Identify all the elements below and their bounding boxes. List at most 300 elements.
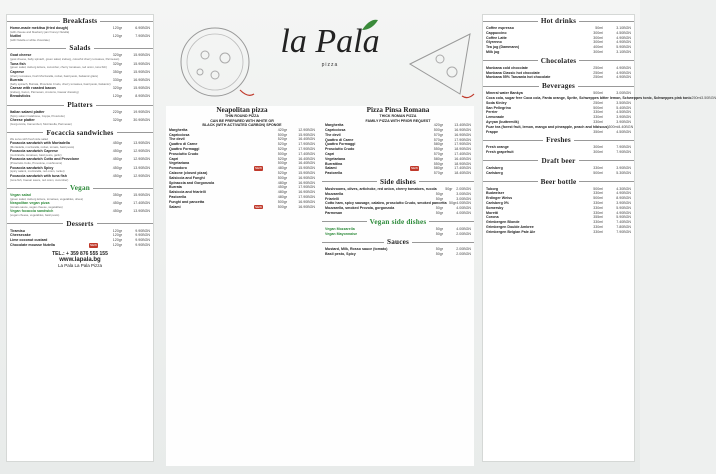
- item-price: 4.90BGN: [616, 210, 631, 215]
- item-price: 8.90BGN: [135, 94, 150, 99]
- logo-sub: pizza: [321, 62, 339, 68]
- menu-item: [483, 171, 634, 176]
- item-name: Vegan focaccia sandwich: [10, 209, 54, 214]
- item-quantity: 120gr: [112, 26, 122, 30]
- item-price: 4.90BGN: [616, 75, 631, 80]
- menu-item: [322, 232, 474, 237]
- item-name: San Pellegrino: [486, 105, 511, 110]
- section-title: Beverages: [483, 82, 634, 90]
- item-name: Spinaccia and Gorgonzola: [169, 180, 215, 185]
- new-badge: NEW: [90, 243, 97, 248]
- item-name: Focaccia sandwich Spicy: [10, 165, 54, 170]
- item-price: 4.00BGN: [456, 206, 471, 211]
- item-price: 9.90BGN: [135, 238, 150, 243]
- item-quantity: 500ml: [608, 124, 619, 129]
- item-name: Italian salami platter: [10, 110, 45, 115]
- phone-number: TEL.: + 359 876 555 155: [52, 250, 108, 257]
- item-name: Focaccia sandwich Caprese: [10, 149, 58, 154]
- item-name: Quattro Formaggi: [169, 146, 200, 151]
- item-price: 13.40BGN: [454, 123, 471, 128]
- item-price: 5.90BGN: [616, 205, 631, 210]
- item-price: 2.00BGN: [456, 186, 471, 191]
- item-price: 17.90BGN: [298, 194, 315, 199]
- item-price: 7.90BGN: [616, 229, 631, 234]
- item-quantity: 500ml: [593, 186, 603, 191]
- item-name: Lime coconut custard: [10, 238, 48, 243]
- item-description: (Prosciutto Cotto, Provolone, mushrooms): [10, 161, 63, 166]
- item-name: Perrier: [486, 110, 498, 115]
- item-quantity: 480gr: [277, 194, 287, 199]
- item-name: Vegetariana: [169, 161, 190, 166]
- item-name: Caesar with roasted bacon: [10, 86, 56, 91]
- item-price: 15.90BGN: [133, 193, 150, 198]
- item-price: 30.90BGN: [133, 118, 150, 123]
- item-name: Cotto ham, spicy sausage, calabro, prosciutto Crudo, smoked pancetta: [325, 201, 447, 206]
- item-quantity: 50gr: [435, 191, 443, 196]
- section-subtitle: CAN BE PREPARED WITH WHITE OR: [210, 118, 274, 123]
- item-quantity: 420gr: [433, 123, 443, 128]
- section-subtitle: BLACK (WITH ACTIVATED CARBON) SPONGE: [202, 123, 282, 128]
- item-price: 3.00BGN: [456, 196, 471, 201]
- item-quantity: 330ml: [593, 200, 603, 205]
- section-title: Vegan: [7, 184, 153, 192]
- item-name: Fresh grapefruit: [486, 150, 514, 155]
- item-description: (Mortadella, mozzarella, rocket, tomato, basil pesto): [10, 144, 75, 149]
- item-price: 17.90BGN: [454, 142, 471, 147]
- item-price: 4.00BGN: [456, 226, 471, 231]
- item-price: 15.90BGN: [133, 61, 150, 66]
- item-name: Salsiccia and friarielli: [169, 190, 206, 195]
- item-name: Focaccia sandwich with tuna fish: [10, 173, 67, 178]
- section-subtitle: THICK ROMAN PIZZA: [379, 114, 417, 118]
- item-name: Calzone (closed pizza): [169, 170, 208, 175]
- item-quantity: 50gr: [449, 201, 457, 206]
- item-quantity: 450gr: [277, 185, 287, 190]
- item-price: 3.00BGN: [456, 191, 471, 196]
- item-price: 16.40BGN: [298, 156, 315, 161]
- item-quantity: 520gr: [277, 137, 287, 142]
- item-description: (goat cheese, baby spinach, green salad, iceberg, colourful cherry tomatoes, Parmesan): [10, 57, 120, 62]
- item-price: 2.00BGN: [456, 252, 471, 257]
- item-name: Friarielli: [325, 196, 339, 201]
- item-quantity: 50gr: [445, 186, 453, 191]
- menu-item: [483, 50, 634, 55]
- item-quantity: 500gr: [433, 127, 443, 132]
- item-quantity: 450gr: [112, 157, 122, 162]
- section-title: Focaccia sandwiches: [7, 129, 153, 137]
- item-name: Burrata: [169, 185, 182, 190]
- item-price: 3.10BGN: [616, 26, 631, 30]
- item-quantity: 50gr: [435, 196, 443, 201]
- item-price: 3.90BGN: [616, 115, 631, 120]
- section-subtitle: We serve with fresh side salad: [10, 136, 48, 141]
- item-quantity: 250ml: [593, 75, 603, 80]
- section-title: Neapolitan pizza: [216, 106, 268, 114]
- item-name: Vegan salad: [10, 193, 31, 198]
- item-quantity: 120gr: [112, 94, 122, 99]
- brand-logo: [270, 22, 390, 82]
- item-quantity: 300ml: [593, 145, 603, 150]
- menu-item: [322, 171, 474, 176]
- item-price: 12.90BGN: [298, 127, 315, 132]
- item-name: Pomodoro: [169, 166, 187, 171]
- item-quantity: 500ml: [593, 105, 603, 110]
- item-price: 16.90BGN: [133, 78, 150, 83]
- item-price: 3.00BGN: [616, 91, 631, 96]
- item-quantity: 120gr: [112, 233, 122, 238]
- item-name: Grimbergen Double Ambree: [486, 224, 534, 229]
- item-quantity: 350ml: [593, 129, 603, 134]
- item-name: Quattro Formaggi: [325, 142, 356, 147]
- item-price: 15.90BGN: [133, 53, 150, 58]
- item-price: 17.90BGN: [298, 142, 315, 147]
- item-name: Capricciosa: [325, 127, 346, 132]
- item-name: Glyrenno: [486, 40, 502, 45]
- middle-menu-panel: [166, 106, 474, 466]
- item-name: Vegan Mayonnaise: [325, 231, 358, 236]
- item-name: Milk jug: [486, 49, 500, 54]
- item-quantity: 480gr: [277, 166, 287, 171]
- item-description: (vegan cheese, vegetables, basil pesto): [10, 213, 60, 218]
- item-name: The devil: [169, 137, 185, 142]
- section-title: Salads: [7, 44, 153, 52]
- menu-item: [483, 75, 634, 80]
- item-quantity: 50ml: [595, 26, 603, 30]
- item-quantity: 330ml: [593, 210, 603, 215]
- item-quantity: 330ml: [593, 110, 603, 115]
- section-title: Draft beer: [483, 157, 634, 165]
- item-name: Mineral water Bankya: [486, 91, 523, 96]
- item-price: 7.40BGN: [616, 220, 631, 225]
- item-price: 9.90BGN: [135, 233, 150, 238]
- item-price: 4.50BGN: [616, 30, 631, 35]
- item-name: Pastorella: [169, 194, 187, 199]
- item-name: Coca cola, sugar free Coca cola, Fanta orange, Sprite, Schweppes bitter lemon, Schweppes tonic, Schweppes pink tonic: [486, 95, 692, 100]
- section-title: Sauces: [322, 238, 474, 246]
- item-name: The devil: [325, 132, 341, 137]
- item-quantity: 330ml: [593, 119, 603, 124]
- item-quantity: 50gr: [435, 247, 443, 252]
- item-quantity: 330ml: [593, 220, 603, 225]
- item-quantity: 320gr: [112, 118, 122, 123]
- item-name: Soda Kinley: [486, 100, 507, 105]
- item-name: Frappe: [486, 129, 498, 134]
- item-quantity: 300ml: [593, 35, 603, 40]
- item-quantity: 570gr: [433, 132, 443, 137]
- section-title: Beer bottle: [483, 178, 634, 186]
- item-quantity: 250ml: [593, 65, 603, 70]
- item-quantity: 350gr: [112, 69, 122, 74]
- item-price: 16.40BGN: [298, 137, 315, 142]
- item-price: 16.40BGN: [454, 156, 471, 161]
- item-quantity: 330ml: [593, 115, 603, 120]
- menu-item: [166, 205, 318, 210]
- item-name: Tea jug (Dammann): [486, 45, 520, 50]
- item-price: 9.90BGN: [135, 243, 150, 248]
- item-name: Carlsberg 0%: [486, 200, 509, 205]
- item-quantity: 120gr: [112, 238, 122, 243]
- item-quantity: 580gr: [433, 156, 443, 161]
- item-price: 4.90BGN: [616, 35, 631, 40]
- item-name: Monbana Classic hot chocolate: [486, 70, 540, 75]
- item-price: 4.30BGN: [616, 186, 631, 191]
- section-title: Hot drinks: [483, 17, 634, 25]
- item-price: 17.90BGN: [298, 185, 315, 190]
- item-quantity: 480gr: [277, 190, 287, 195]
- item-price: 15.90BGN: [133, 86, 150, 91]
- item-quantity: 520gr: [277, 170, 287, 175]
- item-quantity: 500ml: [593, 170, 603, 175]
- item-quantity: 50gr: [435, 231, 443, 236]
- item-quantity: 300ml: [593, 30, 603, 35]
- item-name: Moretti: [486, 210, 498, 215]
- item-name: Erdinger Weiss: [486, 196, 513, 201]
- social-links: La Pala La Pala Pizza: [57, 262, 103, 268]
- item-name: Mushrooms, olives, artichoke, red onion, cherry tomatoes, rucola: [325, 186, 437, 191]
- item-price: 7.90BGN: [135, 34, 150, 39]
- item-name: Vegetariana: [325, 156, 346, 161]
- item-quantity: 420gr: [277, 127, 287, 132]
- item-quantity: 300ml: [593, 49, 603, 54]
- item-price: 13.90BGN: [133, 209, 150, 214]
- item-price: 3.10BGN: [616, 49, 631, 54]
- item-name: Lemonade: [486, 115, 504, 120]
- item-price: 3.90BGN: [616, 165, 631, 170]
- item-quantity: 550gr: [433, 161, 443, 166]
- item-quantity: 550gr: [433, 147, 443, 152]
- item-quantity: 520gr: [277, 146, 287, 151]
- item-price: 17.40BGN: [298, 151, 315, 156]
- item-name: Corona: [486, 215, 499, 220]
- item-quantity: 330ml: [593, 165, 603, 170]
- item-quantity: 500gr: [277, 132, 287, 137]
- item-price: 16.90BGN: [298, 180, 315, 185]
- item-price: 8.90BGN: [616, 196, 631, 201]
- item-price: 5.30BGN: [616, 170, 631, 175]
- item-name: Cheesecake: [10, 233, 31, 238]
- item-price: 17.40BGN: [133, 201, 150, 206]
- item-quantity: 450gr: [112, 173, 122, 178]
- item-name: Quattro di Carne: [325, 137, 354, 142]
- item-name: Carlsberg: [486, 170, 503, 175]
- item-name: Home-made mekitsa (fried dough): [10, 26, 69, 30]
- item-price: 4.90BGN: [616, 191, 631, 196]
- item-quantity: 120gr: [112, 243, 122, 248]
- item-quantity: 330ml: [593, 191, 603, 196]
- section-title: Freshes: [483, 136, 634, 144]
- item-name: Quattro di Carne: [169, 142, 198, 147]
- item-name: Chocolate mousse Nutella: [10, 243, 55, 248]
- item-price: 4.50BGN: [616, 110, 631, 115]
- item-quantity: 50gr: [435, 206, 443, 211]
- item-quantity: 450gr: [112, 201, 122, 206]
- item-name: Fuze tea (forest fruit, lemon, mango and pineapple, peach and hibiscus): [486, 124, 609, 129]
- item-quantity: 570gr: [433, 137, 443, 142]
- item-price: 7.90BGN: [616, 150, 631, 155]
- item-quantity: 120gr: [112, 34, 122, 39]
- item-name: Neapolitan vegan pizza: [10, 201, 50, 206]
- pizza-illustration-right: [400, 24, 480, 104]
- item-price: 4.90BGN: [616, 65, 631, 70]
- item-name: Tuna fish: [10, 61, 26, 66]
- item-quantity: 50gr: [435, 252, 443, 257]
- item-quantity: 50gr: [435, 226, 443, 231]
- item-quantity: 330gr: [112, 78, 122, 83]
- item-quantity: 450gr: [112, 165, 122, 170]
- section-title: Side dishes: [322, 178, 474, 186]
- item-quantity: 320gr: [112, 53, 122, 58]
- item-description: (green salad, iceberg lettuce, tomatoes, vegetables, olives): [10, 196, 84, 201]
- section-subtitle: THIN ROUND PIZZA: [225, 114, 259, 118]
- item-quantity: 570gr: [433, 151, 443, 156]
- item-name: Coffee Latte: [486, 35, 507, 40]
- item-price: 7.90BGN: [616, 145, 631, 150]
- item-price: 15.90BGN: [133, 69, 150, 74]
- menu-item: [7, 94, 153, 99]
- item-price: 5.40BGN: [616, 105, 631, 110]
- item-quantity: 250ml: [691, 95, 702, 100]
- item-quantity: 450gr: [112, 141, 122, 146]
- item-quantity: 320gr: [112, 61, 122, 66]
- section-title: Desserts: [7, 220, 153, 228]
- item-description: (tuna fish, Caesar sauce, red onion, cucumber): [10, 177, 69, 182]
- item-price: 4.90BGN: [616, 70, 631, 75]
- item-quantity: 580gr: [433, 166, 443, 171]
- item-description: (mozzarella, tomatoes, basil pesto, garlic): [10, 153, 62, 158]
- item-description: (baby spinach, Burrata, Prosciutto Crudo, cherry tomatoes, basil pesto, balsamic): [10, 81, 111, 86]
- section-title: Pizza Pinsa Romana: [366, 106, 430, 114]
- item-price: 13.90BGN: [133, 141, 150, 146]
- item-price: 15.90BGN: [298, 132, 315, 137]
- item-description: (Spicy salami Calabrese, Coppa, Prosciutto): [10, 114, 65, 119]
- item-price: 3.50BGN: [616, 100, 631, 105]
- item-price: 4.00BGN: [456, 210, 471, 215]
- item-price: 12.90BGN: [133, 173, 150, 178]
- item-name: Caprese: [10, 69, 25, 74]
- item-price: 16.40BGN: [298, 161, 315, 166]
- menu-item: [483, 150, 634, 155]
- item-price: 16.90BGN: [298, 190, 315, 195]
- item-name: Cheese platter: [10, 118, 35, 123]
- item-price: 4.00BGN: [456, 201, 471, 206]
- item-name: Salami: [325, 166, 337, 171]
- section-title: Platters: [7, 101, 153, 109]
- item-price: 16.90BGN: [454, 132, 471, 137]
- item-price: 9.90BGN: [135, 228, 150, 233]
- item-description: (green salad, iceberg lettuce, cucumber, cherry tomatoes, red onion, tuna fish): [10, 65, 107, 70]
- item-price: 15.90BGN: [298, 166, 315, 171]
- item-price: 3.90BGN: [616, 119, 631, 124]
- item-quantity: 300ml: [593, 150, 603, 155]
- item-price: 15.90BGN: [298, 170, 315, 175]
- item-quantity: 400ml: [593, 45, 603, 50]
- item-name: Salami: [169, 204, 181, 209]
- section-title: Breakfasts: [7, 17, 153, 25]
- item-price: 18.40BGN: [454, 171, 471, 176]
- item-name: Goat cheese: [10, 53, 32, 58]
- item-price: 16.90BGN: [298, 175, 315, 180]
- item-quantity: 500gr: [277, 204, 287, 209]
- item-price: 16.90BGN: [298, 204, 315, 209]
- item-description: (Gorgonzola, Camembert, Mozzarella, Parmesan): [10, 122, 72, 127]
- item-description: (iceberg, bacon, Parmesan, croutons, Caesar dressing): [10, 90, 79, 95]
- item-name: Somersby: [486, 205, 504, 210]
- item-name: Funghi and pancetta: [169, 199, 205, 204]
- new-badge: NEW: [255, 166, 262, 171]
- item-quantity: 450gr: [112, 149, 122, 154]
- item-quantity: 500gr: [277, 175, 287, 180]
- item-price: 4.90BGN: [616, 40, 631, 45]
- item-name: Breadsticks: [10, 94, 31, 99]
- section-subtitle: FAMILY PIZZA WITH PRIOR REQUEST: [365, 118, 431, 123]
- item-description: (tomato sauce, vegan cheese, vegetables): [10, 205, 63, 210]
- item-name: Focaccia sandwich Cotto and Provolone: [10, 157, 80, 162]
- item-quantity: 500ml: [593, 196, 603, 201]
- item-name: Mozzarella, smoked Provola, gorgonzola: [325, 206, 395, 211]
- item-name: Tuborg: [486, 186, 499, 191]
- item-price: 3.50BGN: [701, 95, 716, 100]
- item-name: Margherita: [169, 127, 188, 132]
- left-menu-panel: [6, 14, 154, 462]
- item-name: Capri: [169, 156, 179, 161]
- item-price: 6.90BGN: [135, 26, 150, 30]
- item-price: 7.80BGN: [616, 224, 631, 229]
- item-name: Monbana cold chocolate: [486, 65, 528, 70]
- neapolitan-column: [166, 106, 318, 209]
- item-quantity: 250ml: [593, 70, 603, 75]
- item-quantity: 320gr: [112, 86, 122, 91]
- item-price: 3.90BGN: [616, 200, 631, 205]
- item-name: Parmesan: [325, 210, 343, 215]
- item-quantity: 350gr: [112, 193, 122, 198]
- item-name: Grimbergen Blonde: [486, 220, 520, 225]
- item-price: 16.90BGN: [454, 127, 471, 132]
- logo-name: la Pala: [280, 23, 380, 60]
- item-price: 4.50BGN: [616, 129, 631, 134]
- item-quantity: 220gr: [112, 110, 122, 115]
- item-name: Grimbergen Belgian Pale Ale: [486, 229, 536, 234]
- pinsa-column: [322, 106, 474, 257]
- item-name: Prosciutto Crudo: [325, 147, 355, 152]
- item-name: Capri: [325, 151, 335, 156]
- item-name: Burrattina: [325, 161, 343, 166]
- item-name: Carlsberg: [486, 165, 503, 170]
- item-price: 18.90BGN: [454, 147, 471, 152]
- item-price: 17.90BGN: [454, 137, 471, 142]
- item-description: (with Nutella or white chocolate): [10, 38, 50, 42]
- item-name: Cappuccino: [486, 30, 507, 35]
- item-quantity: 570gr: [433, 171, 443, 176]
- item-quantity: 330ml: [593, 205, 603, 210]
- item-name: Burrata: [10, 78, 23, 83]
- new-badge: NEW: [411, 166, 418, 171]
- item-price: 2.00BGN: [456, 231, 471, 236]
- item-price: 5.90BGN: [616, 215, 631, 220]
- item-name: Nutlini: [10, 34, 22, 39]
- item-name: Capricciosa: [169, 132, 190, 137]
- item-description: (with cheese and blueberry jam/ honey/ Nutella): [10, 29, 70, 34]
- item-price: 2.00BGN: [456, 247, 471, 252]
- section-title: Vegan side dishes: [322, 218, 474, 226]
- item-quantity: 250ml: [593, 100, 603, 105]
- item-name: Focaccia sandwich with Mortadella: [10, 141, 70, 146]
- item-name: Fresh orange: [486, 145, 509, 150]
- item-quantity: 120gr: [112, 228, 122, 233]
- item-name: Coffee espresso: [486, 26, 514, 30]
- item-name: Salsiccia and Funghi: [169, 175, 205, 180]
- item-quantity: 480gr: [277, 180, 287, 185]
- item-quantity: 520gr: [277, 156, 287, 161]
